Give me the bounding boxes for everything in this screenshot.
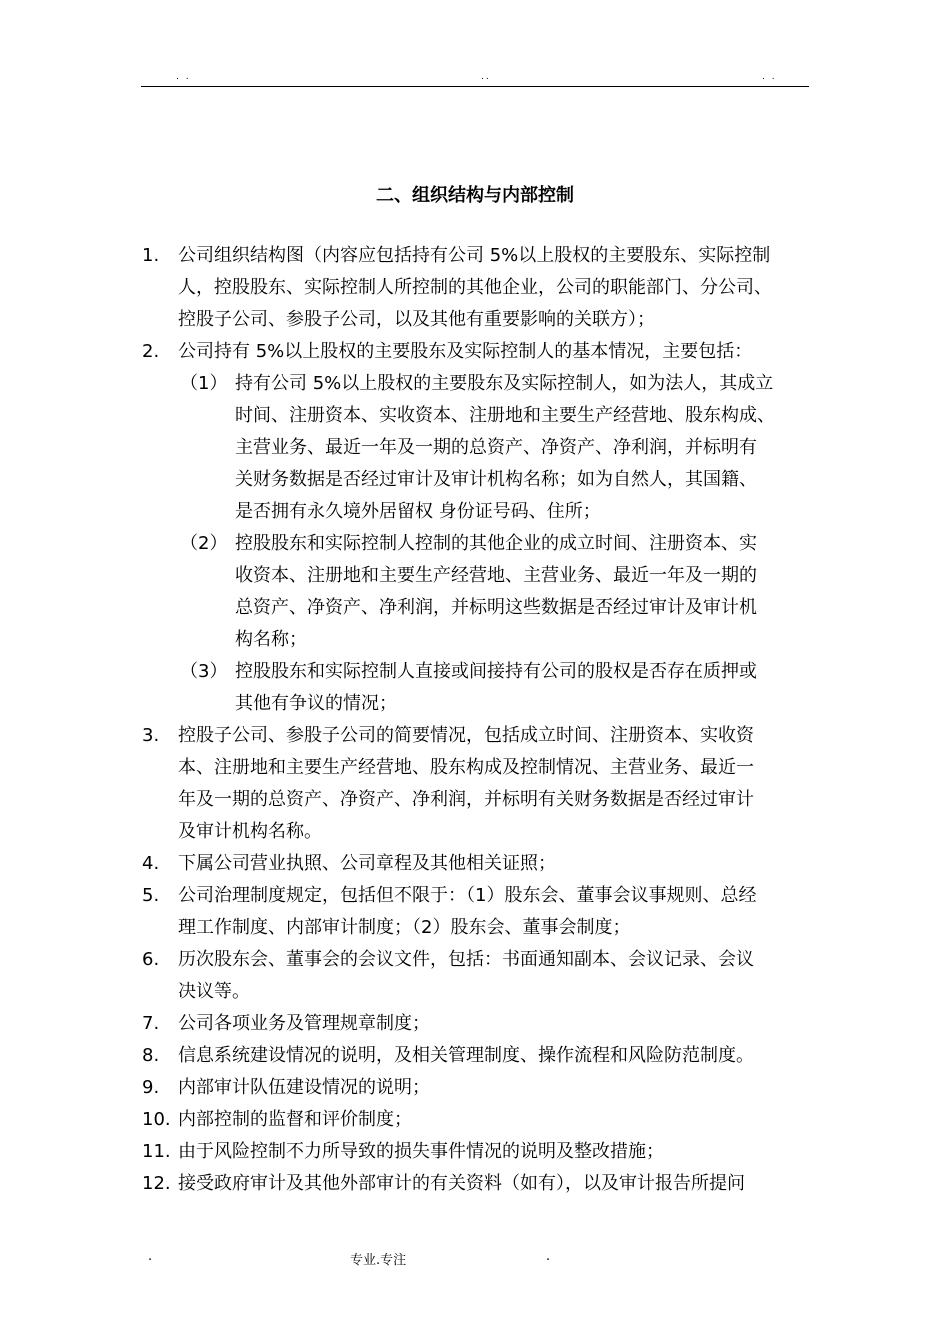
list-item-line — [142, 883, 822, 915]
item-list — [142, 243, 822, 1203]
item-number: 12. — [142, 1173, 171, 1194]
item-text: 控股股东和实际控制人直接或间接持有公司的股权是否存在质押或 — [235, 661, 757, 682]
list-item-line — [142, 1171, 822, 1203]
item-text: 下属公司营业执照、公司章程及其他相关证照； — [178, 853, 556, 874]
list-item-line — [142, 339, 822, 371]
list-item-line — [142, 1107, 822, 1139]
footer-center: 专业.专注 — [350, 1253, 407, 1268]
item-text: 关财务数据是否经过审计及审计机构名称；如为自然人，其国籍、 — [235, 469, 757, 490]
list-item-line — [142, 1011, 822, 1043]
item-text: 历次股东会、董事会的会议文件，包括：书面通知副本、会议记录、会议 — [178, 949, 754, 970]
item-text: 内部审计队伍建设情况的说明； — [178, 1077, 430, 1098]
item-number: （2） — [180, 533, 228, 554]
list-item-line — [142, 819, 822, 851]
list-item-line — [142, 1139, 822, 1171]
item-text: 由于风险控制不力所导致的损失事件情况的说明及整改措施； — [178, 1141, 664, 1162]
item-text: 总资产、净资产、净利润，并标明这些数据是否经过审计及审计机 — [235, 597, 757, 618]
item-text: 控股子公司、参股子公司，以及其他有重要影响的关联方）； — [178, 309, 655, 330]
list-item-line — [142, 915, 822, 947]
item-text: 年及一期的总资产、净资产、净利润，并标明有关财务数据是否经过审计 — [178, 789, 754, 810]
list-item-line — [142, 851, 822, 883]
page-title: 二、组织结构与内部控制 — [376, 185, 574, 206]
item-text: 收资本、注册地和主要生产经营地、主营业务、最近一年及一期的 — [235, 565, 757, 586]
item-text: 接受政府审计及其他外部审计的有关资料（如有），以及审计报告所提问 — [178, 1173, 745, 1194]
sub-item-line — [142, 403, 822, 435]
item-number: 3. — [142, 725, 160, 746]
list-item-line — [142, 1043, 822, 1075]
item-text: 公司各项业务及管理规章制度； — [178, 1013, 430, 1034]
sub-item-line — [142, 691, 822, 723]
sub-item-line — [142, 659, 822, 691]
item-text: 内部控制的监督和评价制度； — [178, 1109, 412, 1130]
item-number: 6. — [142, 949, 160, 970]
sub-item-line — [142, 435, 822, 467]
sub-item-line — [142, 595, 822, 627]
sub-item-line — [142, 563, 822, 595]
list-item-line — [142, 979, 822, 1011]
item-text: 公司持有 5%以上股权的主要股东及实际控制人的基本情况，主要包括： — [178, 341, 753, 362]
list-item-line — [142, 275, 822, 307]
item-text: 控股股东和实际控制人控制的其他企业的成立时间、注册资本、实 — [235, 533, 757, 554]
sub-item-line — [142, 467, 822, 499]
item-number: 5. — [142, 885, 160, 906]
item-number: （1） — [180, 373, 228, 394]
list-item-line — [142, 755, 822, 787]
item-text: 主营业务、最近一年及一期的总资产、净资产、净利润，并标明有 — [235, 437, 757, 458]
item-number: 4. — [142, 853, 160, 874]
item-text: 时间、注册资本、实收资本、注册地和主要生产经营地、股东构成、 — [235, 405, 775, 426]
list-item-line — [142, 243, 822, 275]
sub-item-line — [142, 531, 822, 563]
item-number: 7. — [142, 1013, 160, 1034]
footer-right: . — [546, 1249, 551, 1264]
item-text: 构名称； — [235, 629, 307, 650]
item-text: 及审计机构名称。 — [178, 821, 322, 842]
list-item-line — [142, 723, 822, 755]
item-text: 本、注册地和主要生产经营地、股东构成及控制情况、主营业务、最近一 — [178, 757, 754, 778]
header-left: . . — [176, 72, 191, 82]
footer-left: . — [148, 1249, 153, 1264]
item-number: （3） — [180, 661, 228, 682]
item-text: 公司组织结构图（内容应包括持有公司 5%以上股权的主要股东、实际控制 — [178, 245, 771, 266]
list-item-line — [142, 787, 822, 819]
header-right: . . — [762, 72, 777, 82]
item-number: 9. — [142, 1077, 160, 1098]
header-rule — [141, 86, 809, 87]
sub-item-line — [142, 371, 822, 403]
item-number: 11. — [142, 1141, 171, 1162]
item-text: 人，控股股东、实际控制人所控制的其他企业，公司的职能部门、分公司、 — [178, 277, 772, 298]
item-text: 控股子公司、参股子公司的简要情况，包括成立时间、注册资本、实收资 — [178, 725, 754, 746]
item-text: 决议等。 — [178, 981, 250, 1002]
list-item-line — [142, 947, 822, 979]
item-text: 持有公司 5%以上股权的主要股东及实际控制人，如为法人，其成立 — [235, 373, 774, 394]
item-number: 10. — [142, 1109, 171, 1130]
header-center: .. — [481, 72, 491, 82]
item-text: 信息系统建设情况的说明，及相关管理制度、操作流程和风险防范制度。 — [178, 1045, 754, 1066]
sub-item-line — [142, 499, 822, 531]
item-text: 公司治理制度规定，包括但不限于：（1）股东会、董事会议事规则、总经 — [178, 885, 757, 906]
item-number: 1. — [142, 245, 160, 266]
item-number: 2. — [142, 341, 160, 362]
list-item-line — [142, 1075, 822, 1107]
item-text: 理工作制度、内部审计制度；（2）股东会、董事会制度； — [178, 917, 631, 938]
sub-item-line — [142, 627, 822, 659]
item-text: 其他有争议的情况； — [235, 693, 397, 714]
item-number: 8. — [142, 1045, 160, 1066]
item-text: 是否拥有永久境外居留权 身份证号码、住所； — [235, 501, 601, 522]
list-item-line — [142, 307, 822, 339]
